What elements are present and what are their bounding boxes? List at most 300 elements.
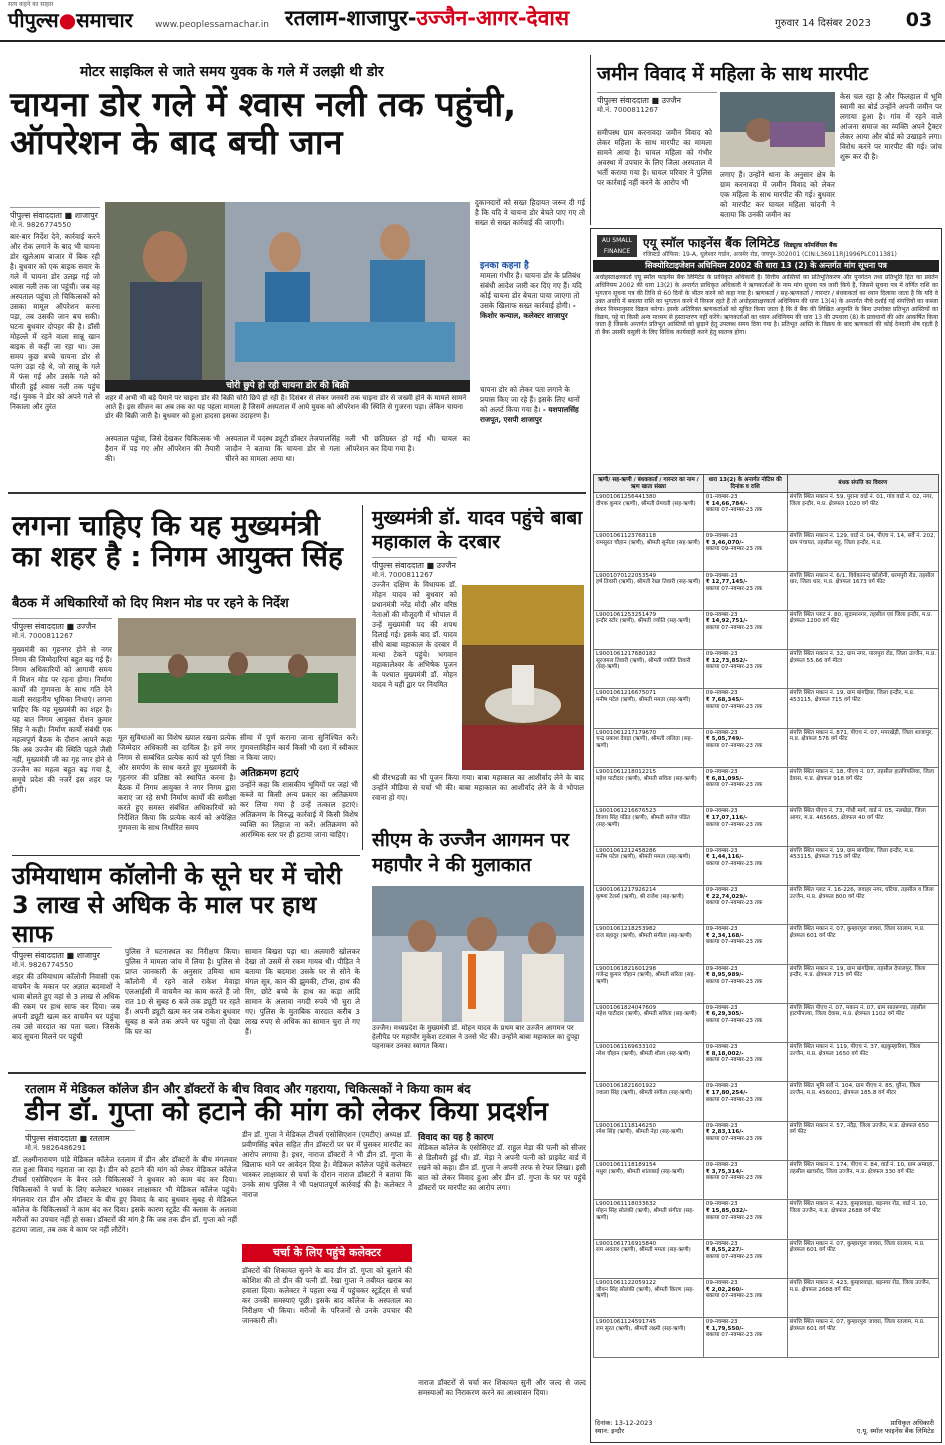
notice-date-value: 09-नवम्बर-23 bbox=[705, 1162, 738, 1169]
story3-byline bbox=[12, 618, 112, 641]
notice-cell-date bbox=[703, 571, 787, 610]
notice-row bbox=[594, 807, 939, 846]
story4-col2: श्री वीरभद्रजी का भी पूजन किया गया। बाबा महाकाल का आशीर्वाद लेने के बाद उन्होंने मीडिया से चर्चा भी की। बाबा महाकाल का आशीर्वाद लेने के वे भोपाल रवाना हो गए। bbox=[372, 773, 584, 802]
notice-date-value: 09-नवम्बर-23 bbox=[705, 886, 738, 893]
story1-phone: मो.नं. 9826774550 bbox=[10, 221, 72, 229]
notice-due: बकाया 07-नवम्बर-23 तक bbox=[705, 821, 763, 828]
website-url[interactable]: www.peoplessamachar.in bbox=[155, 20, 269, 30]
story7-byline bbox=[25, 1130, 135, 1153]
notice-account: L9001061821601922 bbox=[596, 1083, 657, 1090]
notice-due: बकाया 07-नवम्बर-23 तक bbox=[705, 1332, 763, 1339]
story7-kicker: रतलाम में मेडिकल कॉलेज डीन और डॉक्टरों के बीच विवाद और गहराया, चिकित्सकों ने किया काम बंद bbox=[25, 1082, 471, 1096]
story3-headline: लगना चाहिए कि यह मुख्यमंत्री का शहर है : निगम आयुक्त सिंह bbox=[12, 509, 343, 574]
notice-cell-borrower bbox=[594, 689, 704, 728]
story1-photo bbox=[105, 202, 470, 382]
notice-account: L9001061217680182 bbox=[596, 651, 657, 658]
notice-borrower-name: गजेन्द्र कुमार चौहान (ऋणी), श्रीमती सरिता (सह-ऋणी) bbox=[596, 972, 696, 985]
notice-borrower-name: मथुरा (ऋणी), श्रीमती शांताबाई (सह-ऋणी) bbox=[596, 1168, 685, 1175]
notice-table bbox=[593, 474, 939, 1358]
notice-cell-date bbox=[703, 728, 787, 767]
story1-quote2-by: - यशपालसिंह राजपूत, एसपी शाजापुर bbox=[480, 405, 579, 424]
story2-phone: मो.नं. 7000811267 bbox=[597, 106, 659, 114]
notice-footer bbox=[595, 1419, 938, 1435]
story2-byline bbox=[597, 92, 717, 115]
notice-sign-b: ए.यू. स्मॉल फाइनेंस बैंक लिमिटेड bbox=[856, 1427, 934, 1435]
notice-amount: ₹ 14,92,751/- bbox=[705, 618, 748, 625]
notice-borrower-name: मोहन सिंह सोलंकी (ऋणी), श्रीमती संगीता (सह-ऋणी) bbox=[596, 1207, 695, 1221]
notice-header-date: धारा 13(2) के अन्तर्गत नोटिस की दिनांक व राशि bbox=[703, 475, 787, 493]
notice-due: बकाया 07-नवम्बर-23 तक bbox=[705, 978, 763, 985]
notice-amount: ₹ 2,02,260/- bbox=[705, 1286, 744, 1293]
notice-account: L9001061124591745 bbox=[596, 1319, 657, 1326]
bank-notice bbox=[590, 228, 942, 1443]
story7-phone: मो.नं. 9826486291 bbox=[25, 1144, 87, 1152]
notice-account: L9001061716915840 bbox=[596, 1240, 657, 1247]
story5-photo bbox=[372, 886, 584, 1022]
story1-byline bbox=[10, 207, 100, 230]
notice-borrower-name: महेश पाटीदार (ऋणी), श्रीमती सविता (सह-ऋणी) bbox=[596, 1011, 697, 1018]
notice-date-value: 09-नवम्बर-23 bbox=[705, 572, 738, 579]
notice-cell-borrower bbox=[594, 728, 704, 767]
notice-row bbox=[594, 1161, 939, 1200]
notice-account: L9001061169633102 bbox=[596, 1044, 657, 1051]
notice-cell-date bbox=[703, 1043, 787, 1082]
notice-cell-date bbox=[703, 885, 787, 924]
bank-sub: शिड्यूल्ड कॉमर्शियल बैंक bbox=[783, 242, 838, 249]
notice-date-value: 01-नवम्बर-23 bbox=[705, 494, 738, 500]
notice-cell-borrower bbox=[594, 807, 704, 846]
notice-cell-borrower bbox=[594, 571, 704, 610]
notice-cell-borrower bbox=[594, 1318, 704, 1357]
notice-amount: ₹ 8,18,002/- bbox=[705, 1050, 744, 1057]
story3-photo-svg bbox=[118, 618, 356, 728]
notice-row bbox=[594, 885, 939, 924]
notice-cell-property: संपत्ति स्थित मकान नं. 57, नंदैड़, जिला उज्जैन, म.प्र. क्षेत्रफल 650 वर्ग फीट bbox=[787, 1121, 938, 1160]
notice-date-value: 09-नवम्बर-23 bbox=[705, 1240, 738, 1247]
notice-cell-borrower bbox=[594, 1278, 704, 1317]
notice-cell-property: संपत्ति स्थित मकान नं. 07, कुम्हारपुरा जावरा, जिला रतलाम, म.प्र. क्षेत्रफल 601 वर्ग फीट bbox=[787, 1239, 938, 1278]
story1-photo-caption: शहर में अभी भी बड़े पैमाने पर चाइना डोर की बिक्री चोरी छिपे हो रही है। दिसंबर से लेकर जनवरी तक चाइना डोर से जख्मी होने के मामले सामने आते हैं। इस सीजन का अब तक का यह पहला मामला है जिसमें अस्पताल में आये युवक को ऑपरेशन की स्थिति से गुजरना पड़ा। लेकिन चायना डोर की बिक्री जारी है। बुधवार को हुआ हादसा इसका उदाहरण है। bbox=[105, 394, 467, 420]
story7-col1: डॉ. लक्ष्मीनारायण पांडे मेडिकल कॉलेज रतलाम में डीन और डॉक्टरों के बीच मंगलवार रात हुआ विवाद गहराता जा रहा है। डीन को हटाने की मांग को लेकर मेडिकल कॉलेज टीचर्स एसोसिएशन के बैनर तले चिकित्सकों ने बुधवार को काम बंद कर दिया। चिकित्सकों ने चर्चा के लिए कलेक्टर भास्कर लाक्षाकार भी मेडिकल कॉलेज पहुंचे। मंगलवार रात डीन और डॉक्टर के बीच हुए विवाद के बाद बुधवार सुबह से मेडिकल कॉलेज के चिकित्सकों ने काम बंद कर दिया। इसके कारण स्टूडेंट की क्लास के अलावा मरीजों का उपचार नहीं हो सका। डॉक्टरों की मांग है कि जब तक डीन डॉ. गुप्ता को नहीं हटाया जाता, तब तक वे काम पर नहीं लौटेंगे। bbox=[12, 1155, 237, 1234]
notice-row bbox=[594, 493, 939, 532]
story6-col2: पुलिस ने घटनास्थल का निरीक्षण किया। पुलिस ने मामला जांच में लिया है। पुलिस से प्राप्त जानकारी के अनुसार उमिया धाम कॉलोनी में रहने वाले राकेश मेवाड़ा एलआईसी में वाचमैन का काम करते हैं जो रात 10 से सुबह 6 बजे तक ड्यूटी पर रहते हैं। अपनी ड्यूटी खत्म कर जब राकेश बुधवार सुबह 8 बजे तक अपने घर पहुंचा तो देखा कि घर का bbox=[125, 947, 240, 1036]
notice-row bbox=[594, 689, 939, 728]
newspaper-logo bbox=[8, 6, 133, 33]
story4-col1: उज्जैन दक्षिण के विधायक डॉ. मोहन यादव को बुधवार को प्रधानमंत्री नरेंद्र मोदी और वरिष्ठ नेताओं की मौजूदगी में भोपाल में उन्हें मुख्यमंत्री पद की शपथ दिलाई गई। इसके बाद डॉ. यादव सीधे बाबा महाकाल के दरबार में मत्था टेकने पहुंचे। भगवान महाकालेश्वर के अभिषेक पूजन के पश्चात मुख्यमंत्री डॉ. मोहन यादव ने यहीं द्वार पर नियमित bbox=[372, 580, 457, 689]
story3-col3: सीमा में पूर्ण कराना जाना सुनिश्चित करें। गुणवत्ताविहीन कार्य किसी भी दशा में स्वीकार न किया जाए। bbox=[240, 733, 358, 762]
story3-kicker: बैठक में अधिकारियों को दिए मिशन मोड पर रहने के निर्देश bbox=[12, 596, 289, 611]
story5-headline: सीएम के उज्जैन आगमन पर महापौर ने की मुलाकात bbox=[372, 829, 570, 876]
notice-account: L9001061218012215 bbox=[596, 769, 657, 776]
notice-date-value: 09-नवम्बर-23 bbox=[705, 1319, 738, 1326]
story6-col3: सामान बिखरा पड़ा था। अलमारी खोलकर देखा तो उसमें से रकम गायब थी। पीड़ित ने बताया कि बदमाश उसके घर से सोने के मंगल सूत्र, कान की झुमकी, टॉप्स, हाथ की रिंग, छोटे बच्चे के हाथ का कड़ा आदि सामान के अलावा नगदी रुपये भी चुरा ले गए। पुलिस के मुताबिक वारदात करीब 3 लाख रुपए से अधिक का सामान चुरा ले गए हैं। bbox=[245, 947, 360, 1036]
story3-phone: मो.नं. 7000811267 bbox=[12, 632, 74, 640]
notice-intro: अधोहस्ताक्षरकर्ता एयू स्मॉल फाइनेंस बैंक लिमिटेड के प्राधिकृत अधिकारी है। वित्तीय आस्तियों का प्रतिभूतिकरण और पुनर्गठन तथा प्रतिभूति हित का प्रवर्तन अधिनियम 2002 की धारा 13(2) के अन्तर्गत प्राधिकृत अधिकारी ने ऋणकर्ताओं के नाम मांग सूचना पत्र जारी किये हैं, जिसमें सूचना पत्र में वर्णित राशि का भुगतान सूचना पत्र की तिथि से 60 दिनों के भीतर करने को कहा गया है। ऋणकर्ता / सह-ऋणकर्ता / गारन्टर / बंधककर्ता का ध्यान दिलाया जाता है कि यदि वे उक्त अवधि में बकाया राशि का भुगतान करने में विफल रहते हैं तो अधोहस्ताक्षरकर्ता अधिनियम की धारा 13(4) के अन्तर्गत नीचे दर्शाई गई संपत्तियों का कब्जा लेकर नियमानुसार विक्रय करेगा। इसके अतिरिक्त ऋणकर्ताओं को सूचित किया जाता है कि वे बैंक की लिखित अनुमति के बिना उपरोक्त प्रतिभूत आस्तियों का विक्रय, पट्टे या किसी अन्य माध्यम से हस्तान्तरण नहीं करेंगे। ऋणकर्ताओं का ध्यान अधिनियम की धारा 13 की उपधारा (8) के प्रावधानों की ओर आकर्षित किया जाता है जिसके अन्तर्गत प्रतिभूत आस्तियों को छुड़ाने हेतु उपलब्ध समय दिया गया है। प्रतिभूत आस्ति के विक्रय के बाद ऋणकर्ता की कोई देनदारी शेष रहती है तो बैंक उसकी वसूली के लिए विधिक कार्यवाही करने हेतु स्वतन्त्र होगा। bbox=[595, 274, 938, 337]
notice-row bbox=[594, 1082, 939, 1121]
story1-col-e: दुकानदारों को सख्त हिदायत जरूर दी गई है कि यदि वे चायना डोर बेचते पाए गए तो सख्त से सख्त कार्रवाई की जाएगी। bbox=[475, 198, 585, 227]
notice-due: बकाया 07-नवम्बर-23 तक bbox=[705, 1293, 763, 1300]
notice-cell-property: संपत्ति स्थित मकान नं. 871, पीएच नं. 07, मगरखेड़ी, जिला शाजापुर, म.प्र. क्षेत्रफल 576 वर्ग फीट bbox=[787, 728, 938, 767]
notice-cell-date bbox=[703, 768, 787, 807]
notice-borrower-name: रमेश सिंह (ऋणी), श्रीमती नेहा (सह-ऋणी) bbox=[596, 1129, 684, 1136]
notice-account: L9001061217926214 bbox=[596, 886, 657, 893]
tagline: सत्य कहने का साहस bbox=[8, 1, 54, 8]
notice-amount: ₹ 15,85,032/- bbox=[705, 1207, 748, 1214]
column-divider bbox=[590, 55, 591, 225]
notice-cell-borrower bbox=[594, 532, 704, 571]
notice-account: L9001061212458286 bbox=[596, 847, 657, 854]
notice-cell-property: संपत्ति स्थित मकान नं. 07, कुम्हारपुरा जावरा, जिला रतलाम, म.प्र. क्षेत्रफल 601 वर्ग फीट bbox=[787, 925, 938, 964]
notice-amount: ₹ 6,81,095/- bbox=[705, 775, 744, 782]
notice-due: बकाया 07-नवम्बर-23 तक bbox=[705, 939, 763, 946]
publication-date: गुरुवार 14 दिसंबर 2023 bbox=[775, 18, 872, 29]
story1-quote1 bbox=[480, 271, 585, 381]
bank-name-text: एयू स्मॉल फाइनेंस बैंक लिमिटेड bbox=[643, 236, 780, 250]
notice-account: L9001061824047609 bbox=[596, 1004, 657, 1011]
notice-cell-borrower bbox=[594, 885, 704, 924]
notice-account: L9001061216675071 bbox=[596, 690, 657, 697]
story7-box-title: विवाद का यह है कारण bbox=[418, 1133, 494, 1143]
notice-row bbox=[594, 1003, 939, 1042]
notice-amount: ₹ 1,44,116/- bbox=[705, 854, 744, 861]
story2-photo bbox=[720, 92, 835, 167]
notice-cell-borrower bbox=[594, 1200, 704, 1239]
notice-cell-property: संपत्ति स्थित भूमि सर्वे नं. 104, ग्राम पीएच नं. 85, घुरैना, जिला उज्जैन, म.प्र. 456001, क्षेत्रफल 185.8 वर्ग मीटर bbox=[787, 1082, 938, 1121]
notice-borrower-name: इन्दौर स्टोर (ऋणी), श्रीमती ज्योति (सह-ऋणी) bbox=[596, 618, 691, 625]
notice-cell-date bbox=[703, 650, 787, 689]
notice-cell-date bbox=[703, 1121, 787, 1160]
notice-cell-property: संपत्ति स्थित मकान नं. 32, ग्राम नगर, पालपुरा रोड, जिला उज्जैन, म.प्र. क्षेत्रफल 55.66 वर्ग मीटर bbox=[787, 650, 938, 689]
notice-cell-property: संपत्ति स्थित मकान नं. 423, कुम्हारवाड़ा, बड़नगर रोड, जिला उज्जैन, म.प्र. क्षेत्रफल 2688 वर्ग फीट bbox=[787, 1278, 938, 1317]
notice-borrower-name: जीवन सिंह सोलंकी (ऋणी), श्रीमती किरण (सह-ऋणी) bbox=[596, 1286, 695, 1300]
notice-account: L9001061122059122 bbox=[596, 1279, 657, 1286]
notice-cell-property: संपत्ति स्थित मकान नं. 119, पीएच नं. 37, बड़कुम्हारिया, जिला उज्जैन, म.प्र. क्षेत्रफल 1650 वर्ग फीट bbox=[787, 1043, 938, 1082]
story5-caption: उज्जैन। मध्यप्रदेश के मुख्यमंत्री डॉ. मोहन यादव के प्रथम बार उज्जैन आगमन पर हेलीपैड पर महापौर मुकेश टटवाल ने उनसे भेंट की। उन्होंने बाबा महाकाल का दुपट्टा पहनाकर उनका स्वागत किया। bbox=[372, 1024, 580, 1050]
notice-date-value: 09-नवम्बर-23 bbox=[705, 690, 738, 697]
notice-cell-borrower bbox=[594, 650, 704, 689]
notice-amount: ₹ 2,34,168/- bbox=[705, 932, 744, 939]
notice-amount: ₹ 6,29,305/- bbox=[705, 1011, 744, 1018]
notice-row bbox=[594, 610, 939, 649]
story3-col1: मुख्यमंत्री का गृहनगर होने से नगर निगम की जिम्मेदारियां बहुत बढ़ गई हैं। निगम अधिकारियों को आगामी समय में मिशन मोड पर रहना होगा। निर्माण कार्यों की गुणवत्ता के साथ गति देने वाली सराहनीय भूमिका निभाएं। लगना चाहिए कि यह मुख्यमंत्री का शहर है। यह बात निगम आयुक्त रोशन कुमार सिंह ने कही। निर्माण कार्यों संबंधी एक महत्वपूर्ण बैठक के दौरान आपने कहा कि अब उज्जैन की स्थिति पहले जैसी नहीं, मुख्यमंत्री जी का गृह नगर होने से उज्जैन का महत्व बहुत बढ़ गया है, समूचे प्रदेश की नजरें इस शहर पर होंगी। bbox=[12, 645, 112, 794]
notice-row bbox=[594, 1121, 939, 1160]
notice-row bbox=[594, 1200, 939, 1239]
notice-cell-property: संपत्ति स्थित मकान नं. 59, पुराना वार्ड नं. 01, गांव वार्ड नं. 02, नगर, जिला इन्दौर, म.प्र. क्षेत्रफल 1020 वर्ग फीट bbox=[787, 493, 938, 532]
notice-borrower-name: नरेश चौहान (ऋणी), श्रीमती शीला (सह-ऋणी) bbox=[596, 1050, 691, 1057]
notice-account: L9001061821601298 bbox=[596, 965, 657, 972]
notice-account: L9001061118033632 bbox=[596, 1201, 657, 1208]
story7-byline-text: पीपुल्स संवाददाता ■ रतलाम bbox=[25, 1134, 110, 1143]
notice-date-value: 09-नवम्बर-23 bbox=[705, 808, 738, 815]
notice-cell-borrower bbox=[594, 964, 704, 1003]
notice-amount: ₹ 8,95,989/- bbox=[705, 972, 744, 979]
story1-quote1-text: मामला गंभीर है। चायना डोर के प्रतिबंध संबंधी आदेश जारी कर दिए गए हैं। यदि कोई चायना डोर बेचता पाया जाएगा तो उसके खिलाफ सख्त कार्रवाई होगी। bbox=[480, 271, 582, 310]
story3-col2: मूल सुविधाओं का विशेष ख्याल रखना प्रत्येक जिम्मेदार अधिकारी का दायित्व है। हमें नगर निगम से सम्बंधित प्रत्येक कार्य को पूर्ण निष्ठा और समर्पण के साथ करते हुए मुख्यमंत्री के गृहनगर की प्रतिष्ठा को स्थापित करना है। बैठक में निगम आयुक्त ने नगर निगम द्वारा कराए जा रहे सभी निर्माण कार्यों की समीक्षा करते हुए समस्त संबंधित अधिकारियों को निर्देशित किया कि प्रत्येक कार्य को अपेक्षित गुणवत्ता के साथ निर्धारित समय bbox=[118, 733, 236, 832]
notice-cell-property: संपत्ति स्थित मकान नं. 07, कुम्हारपुरा जावरा, जिला रतलाम, म.प्र. क्षेत्रफल 601 वर्ग फीट bbox=[787, 1318, 938, 1357]
notice-account: L9001061123768118 bbox=[596, 533, 657, 540]
notice-date-value: 09-नवम्बर-23 bbox=[705, 1044, 738, 1051]
story3-byline-text: पीपुल्स संवाददाता ■ उज्जैन bbox=[12, 622, 96, 631]
story2-byline-text: पीपुल्स संवाददाता ■ उज्जैन bbox=[597, 96, 681, 105]
notice-account: L9001061256441380 bbox=[596, 494, 657, 500]
story4-byline bbox=[372, 557, 457, 580]
bank-logo: AU SMALL FINANCE bbox=[597, 235, 637, 257]
notice-row bbox=[594, 1239, 939, 1278]
notice-cell-borrower bbox=[594, 846, 704, 885]
notice-amount: ₹ 12,73,852/- bbox=[705, 657, 748, 664]
notice-date-value: 09-नवम्बर-23 bbox=[705, 651, 738, 658]
notice-cell-date bbox=[703, 1082, 787, 1121]
story4-photo bbox=[462, 585, 584, 770]
notice-row bbox=[594, 768, 939, 807]
notice-amount: ₹ 3,75,314/- bbox=[705, 1168, 744, 1175]
story4-photo-svg bbox=[462, 585, 584, 770]
story5-photo-svg bbox=[372, 886, 584, 1022]
notice-due: बकाया 07-नवम्बर-23 तक bbox=[705, 900, 763, 907]
notice-cell-borrower bbox=[594, 1003, 704, 1042]
notice-cell-date bbox=[703, 807, 787, 846]
notice-row bbox=[594, 532, 939, 571]
notice-cell-date bbox=[703, 846, 787, 885]
notice-cell-borrower bbox=[594, 1161, 704, 1200]
bank-address: रजिस्टर्ड ऑफिस: 19-A, धुलेश्वर गार्डन, अजमेर रोड, जयपुर-302001 (CIN:L36911RJ1996PLC011381) bbox=[643, 251, 897, 258]
notice-cell-borrower bbox=[594, 1043, 704, 1082]
column-divider bbox=[362, 505, 363, 850]
notice-cell-date bbox=[703, 964, 787, 1003]
story6-phone: मो.नं. 9826774550 bbox=[12, 961, 74, 969]
notice-due: बकाया 07-नवम्बर-23 तक bbox=[705, 703, 763, 710]
story1-col-d: अस्पताल में पदस्थ ड्यूटी डॉक्टर तेजपालसिंह जादौन ने बताया कि चायना डोर से गला चीरने का मामला आया था। bbox=[225, 434, 340, 463]
notice-row bbox=[594, 728, 939, 767]
notice-cell-date bbox=[703, 493, 787, 532]
story1-box-title: इनका कहना है bbox=[480, 261, 529, 271]
notice-cell-property: संपत्ति स्थित मकान नं. 19, ग्राम बांगड़िया, जिला इन्दौर, म.प्र. 453115, क्षेत्रफल 715 वर्ग फीट bbox=[787, 689, 938, 728]
notice-amount: ₹ 1,79,550/- bbox=[705, 1325, 744, 1332]
logo-part-a: पीपुल्स bbox=[8, 8, 59, 32]
notice-due: बकाया 07-नवम्बर-23 तक bbox=[705, 1096, 763, 1103]
story6-byline bbox=[12, 947, 112, 970]
notice-account: L9001061118189154 bbox=[596, 1162, 657, 1169]
notice-amount: ₹ 8,55,227/- bbox=[705, 1247, 744, 1254]
notice-row bbox=[594, 925, 939, 964]
notice-account: L9001061218253982 bbox=[596, 926, 657, 933]
notice-borrower-name: ज्वाला सिंह (ऋणी), श्रीमती संगीता (सह-ऋणी) bbox=[596, 1090, 693, 1097]
notice-date-value: 09-नवम्बर-23 bbox=[705, 847, 738, 854]
notice-amount: ₹ 2,83,116/- bbox=[705, 1129, 744, 1136]
story3-subhead: अतिक्रमण हटाएं bbox=[240, 768, 299, 779]
notice-cell-borrower bbox=[594, 1121, 704, 1160]
masthead bbox=[0, 0, 945, 42]
notice-cell-property: संपत्ति स्थित मकान नं. 6/1, विवेकानन्द कॉलोनी, धरमपुरी रोड, तहसील धार, जिला धार, म.प्र. क्षेत्रफल 1673 वर्ग फीट bbox=[787, 571, 938, 610]
notice-due: बकाया 07-नवम्बर-23 तक bbox=[705, 1018, 763, 1025]
story4-byline-text: पीपुल्स संवाददाता ■ उज्जैन bbox=[372, 561, 456, 570]
notice-date-value: 09-नवम्बर-23 bbox=[705, 1083, 738, 1090]
story2-col1: समीपस्थ ग्राम करनावदा जमीन विवाद को लेकर महिला के साथ मारपीट का मामला सामने आया है। घायल महिला को गंभीर अवस्था में उपचार के लिए जिला अस्पताल में भर्ती कराया गया है। घायल परिवार ने पुलिस पर कार्रवाई नहीं करने के आरोप भी bbox=[597, 128, 712, 187]
notice-cell-property: संपत्ति स्थित पीएच नं. 73, गोधी मार्ग, वार्ड नं. 05, नलखेड़ा, जिला आगर, म.प्र. 465665, क्षेत्रफल 40 वर्ग फीट bbox=[787, 807, 938, 846]
notice-account: L9001070122053549 bbox=[596, 572, 657, 579]
notice-borrower-name: कृष्णा टेलर्स (ऋणी), श्री राजेश (सह-ऋणी) bbox=[596, 893, 684, 900]
notice-cell-borrower bbox=[594, 1239, 704, 1278]
notice-cell-property: संपत्ति स्थित पीएच नं. 07, मकान नं. 07, ग्राम सातरूण्डा, तहसील हाटपीपल्या, जिला देवास, म.प्र. क्षेत्रफल 1102 वर्ग फीट bbox=[787, 1003, 938, 1042]
notice-cell-borrower bbox=[594, 925, 704, 964]
notice-due: बकाया 07-नवम्बर-23 तक bbox=[705, 1214, 763, 1221]
notice-due: बकाया 07-नवम्बर-23 तक bbox=[705, 1057, 763, 1064]
notice-amount: ₹ 3,46,070/- bbox=[705, 539, 744, 546]
logo-part-b: समाचार bbox=[76, 8, 133, 32]
story7-headline: डीन डॉ. गुप्ता को हटाने की मांग को लेकर किया प्रदर्शन bbox=[25, 1097, 548, 1127]
notice-header-property: बंधक संपत्ति का विवरण bbox=[787, 475, 938, 493]
notice-due: बकाया 07-नवम्बर-23 तक bbox=[705, 860, 763, 867]
notice-account: L9001061217179670 bbox=[596, 729, 657, 736]
story7-col4: नाराज डॉक्टरों से चर्चा कर शिकायत सुनी और जल्द से जल्द समस्याओं का निराकरण करने का आश्वासन दिया। bbox=[418, 1378, 586, 1397]
notice-cell-date bbox=[703, 1239, 787, 1278]
notice-borrower-name: महेश पाटीदार (ऋणी), श्रीमती सविता (सह-ऋणी) bbox=[596, 775, 697, 782]
story3-col3b: उन्होंने कहा कि शासकीय भूमियों पर जहां भी कब्जे या किसी अन्य प्रकार का अतिक्रमण कर लिया गया है उन्हें तत्काल हटाएं। अतिक्रमण के विरुद्ध कार्रवाई में किसी विशेष व्यक्ति का लिहाज ना करें। अतिक्रमण को आरम्भिक स्तर पर ही हटाया जाना चाहिए। bbox=[240, 780, 358, 839]
story1-col-f: नली भी छतिग्रस्त हो गई थी। घायल का ऑपरेशन कर दिया गया है। bbox=[345, 434, 470, 453]
notice-row bbox=[594, 846, 939, 885]
notice-cell-date bbox=[703, 1318, 787, 1357]
notice-cell-date bbox=[703, 1161, 787, 1200]
edition-part-b: उज्जैन-आगर-देवास bbox=[416, 6, 570, 30]
notice-row bbox=[594, 1278, 939, 1317]
notice-amount: ₹ 5,05,749/- bbox=[705, 736, 744, 743]
notice-cell-property: संपत्ति स्थित मकान नं. 129, वार्ड नं. 04, पीएच नं. 14, सर्वे नं. 202, ग्राम पंचायत, तहसील महू, जिला इन्दौर, म.प्र. bbox=[787, 532, 938, 571]
story1-photo-svg bbox=[105, 202, 470, 382]
story4-headline: मुख्यमंत्री डॉ. यादव पहुंचे बाबा महाकाल के दरबार bbox=[372, 507, 583, 553]
notice-date-value: 09-नवम्बर-23 bbox=[705, 533, 738, 540]
notice-row bbox=[594, 1043, 939, 1082]
story1-col-c: अस्पताल पहुंचा, जिसे देखकर चिकित्सक भी हैरान में पड़ गए और ऑपरेशन की तैयारी की। bbox=[105, 434, 220, 463]
notice-date-value: 09-नवम्बर-23 bbox=[705, 1201, 738, 1208]
notice-place: स्थान: इन्दौर bbox=[595, 1427, 625, 1435]
section-divider bbox=[12, 855, 360, 856]
story7-col2b: डॉक्टरों की शिकायत सुनने के बाद डीन डॉ. गुप्ता को बुलाने की कोशिश की तो डीन की पत्नी डॉ. रेखा गुप्ता ने तबीयत खराब का हवाला दिया। कलेक्टर ने पहला रुख में पहुंचकर स्टूडेंट्स से चर्चा कर उनकी समस्याएं पूछी। इसके बाद कॉलेज के अस्पताल का निरीक्षण भी किया। मरीजों के परिजनों से उनके उपचार की जानकारी ली। bbox=[242, 1266, 412, 1325]
story2-headline: जमीन विवाद में महिला के साथ मारपीट bbox=[597, 63, 869, 85]
notice-cell-date bbox=[703, 925, 787, 964]
notice-sign-a: प्राधिकृत अधिकारी bbox=[890, 1419, 934, 1427]
story6-headline: उमियाधाम कॉलोनी के सूने घर में चोरी 3 लाख से अधिक के माल पर हाथ साफ bbox=[12, 862, 342, 948]
notice-date-value: 09-नवम्बर-23 bbox=[705, 1122, 738, 1129]
story7-col2: डीन डॉ. गुप्ता ने मेडिकल टीचर्स एसोसिएशन (एमटीए) अध्यक्ष डॉ. प्रवीणसिंह बघेल सहित तीन डॉक्टरों पर घर में घुसकर मारपीट का आरोप लगाया है। इधर, नाराज डॉक्टरों ने भी डीन डॉ. गुप्ता के खिलाफ थाने पर आवेदन दिया है। मेडिकल कॉलेज पहुंचे कलेक्टर भास्कर लाक्षाकार से चर्चा के दौरान नाराज डॉक्टरों ने बताया कि उनके साथ पुलिस ने भी पक्षपातपूर्ण कार्रवाई की है। कलेक्टर ने नाराज bbox=[242, 1130, 412, 1199]
story1-kicker: मोटर साइकिल से जाते समय युवक के गले में उलझी थी डोर bbox=[80, 64, 384, 80]
notice-borrower-name: मनीष पटेल (ऋणी), श्रीमती ममता (सह-ऋणी) bbox=[596, 697, 691, 704]
notice-cell-property: संपत्ति स्थित मकान नं. 423, कुम्हारवाड़ा, बड़नगर रोड, वार्ड नं. 10, जिला उज्जैन, म.प्र. क्षेत्रफल 2688 वर्ग फीट bbox=[787, 1200, 938, 1239]
notice-borrower-name: रामसुरत चौहान (ऋणी), श्रीमती सुनीता (सह-ऋणी) bbox=[596, 539, 700, 546]
notice-cell-property: संपत्ति स्थित मकान नं. 19, ग्राम बांगड़िया, जिला इन्दौर, म.प्र. 453115, क्षेत्रफल 715 वर्ग फीट bbox=[787, 846, 938, 885]
notice-borrower-name: राज बहादुर (ऋणी), श्रीमती संगीता (सह-ऋणी) bbox=[596, 932, 692, 939]
notice-cell-borrower bbox=[594, 768, 704, 807]
story3-photo bbox=[118, 618, 356, 728]
notice-cell-date bbox=[703, 610, 787, 649]
notice-amount: ₹ 22,74,029/- bbox=[705, 893, 748, 900]
notice-row bbox=[594, 964, 939, 1003]
story1-photo-caption-title: चोरी छुपे हो रही चायना डोर की बिक्री bbox=[105, 380, 470, 392]
notice-signature bbox=[857, 1419, 934, 1435]
notice-due: बकाया 07-नवम्बर-23 तक bbox=[705, 1135, 763, 1142]
notice-date-value: 09-नवम्बर-23 bbox=[705, 926, 738, 933]
story4-phone: मो.नं. 7000811267 bbox=[372, 571, 434, 579]
notice-cell-borrower bbox=[594, 610, 704, 649]
notice-borrower-name: दीपक कुमार (ऋणी), श्रीमती प्रेमवती (सह-ऋणी) bbox=[596, 500, 696, 507]
story2-photo-svg bbox=[720, 92, 835, 167]
notice-cell-date bbox=[703, 1278, 787, 1317]
story2-col3: केस चल रहा है और फिलहाल में भूमि स्वामी का बोर्ड उन्होंने अपनी जमीन पर लगाया हुआ है। गांव में रहने वाले आंजना समाज का व्यक्ति अपने ट्रैक्टर लेकर आया और बोर्ड को उखाड़ने लगा। विरोध करने पर मारपीट की गई। जांच शुरू कर दी है। bbox=[840, 92, 942, 161]
story6-byline-text: पीपुल्स संवाददाता ■ शाजापुर bbox=[12, 951, 100, 960]
notice-cell-date bbox=[703, 689, 787, 728]
notice-borrower-name: विजय सिंह पंडित (ऋणी), श्रीमती सरोज पंडित (सह-ऋणी) bbox=[596, 814, 690, 828]
notice-row bbox=[594, 650, 939, 689]
notice-header-borrower: ऋणी/ सह-ऋणी / बंधककर्ता / गारन्टर का नाम / ऋण खाता संख्या bbox=[594, 475, 704, 493]
notice-amount: ₹ 17,07,116/- bbox=[705, 814, 748, 821]
story1-quote1-by: - किशोर कन्याल, कलेक्टर शाजापुर bbox=[480, 301, 576, 320]
notice-due: बकाया 09-नवम्बर-23 तक bbox=[705, 546, 763, 553]
notice-amount: ₹ 14,66,784/- bbox=[705, 500, 748, 507]
notice-cell-date bbox=[703, 1200, 787, 1239]
section-divider bbox=[8, 1072, 586, 1074]
notice-amount: ₹ 7,68,345/- bbox=[705, 697, 744, 704]
story2-col2: लगाए हैं। उन्होंने थाना के अनुसार क्षेत्र के ग्राम करनावदा में जमीन विवाद को लेकर एक महिला के साथ मारपीट की गई। बुधवार को मारपीट कर घायल महिला चांदनी ने बताया कि उनकी जमीन का bbox=[720, 170, 835, 219]
notice-cell-borrower bbox=[594, 493, 704, 532]
notice-date-value: 09-नवम्बर-23 bbox=[705, 965, 738, 972]
notice-due: बकाया 07-नवम्बर-23 तक bbox=[705, 664, 763, 671]
notice-row bbox=[594, 571, 939, 610]
notice-account: L9001061253251479 bbox=[596, 611, 657, 618]
notice-date: दिनांक: 13-12-2023 bbox=[595, 1419, 653, 1427]
bank-name bbox=[643, 234, 837, 251]
notice-date-value: 09-नवम्बर-23 bbox=[705, 1004, 738, 1011]
notice-cell-date bbox=[703, 1003, 787, 1042]
notice-cell-property: संपत्ति स्थित मकान नं. 174, पीएच नं. 84, वार्ड नं. 10, ग्राम अम्बाहा, तहसील खाचरोद, जिला उज्जैन, म.प्र. क्षेत्रफल 330 वर्ग फीट bbox=[787, 1161, 938, 1200]
notice-date-value: 09-नवम्बर-23 bbox=[705, 611, 738, 618]
story7-subhead: चर्चा के लिए पहुंचे कलेक्टर bbox=[242, 1244, 412, 1262]
notice-due: बकाया 07-नवम्बर-23 तक bbox=[705, 782, 763, 789]
story6-col1: शहर की उमियाधाम कॉलोनी निवासी एक वाचमैन के मकान पर अज्ञात बदमाशों ने धावा बोलते हुए वहां से 3 लाख से अधिक की रकम पर हाथ साफ कर दिया। जब अपनी ड्यूटी खत्म कर वाचमैन घर पहुंचा तब उसे वारदात का पता चला। जिसके बाद सूचना मिलने पर पहुंची bbox=[12, 972, 120, 1041]
story1-byline-text: पीपुल्स संवाददाता ■ शाजापुर bbox=[10, 211, 98, 220]
notice-account: L9001061118146250 bbox=[596, 1122, 657, 1129]
notice-borrower-name: हर्ष तिवारी (ऋणी), श्रीमती रेखा तिवारी (सह-ऋणी) bbox=[596, 579, 701, 586]
notice-borrower-name: राम सुरत (ऋणी), श्रीमती लक्ष्मी (सह-ऋणी) bbox=[596, 1325, 686, 1332]
notice-cell-property: संपत्ति स्थित मकान नं. 19, ग्राम बांगड़िया, तहसील देपालपुर, जिला इन्दौर, म.प्र. क्षेत्रफल 715 वर्ग फीट bbox=[787, 964, 938, 1003]
notice-title: सिक्योरिटाइजेशन अधिनियम 2002 की धारा 13 (2) के अन्तर्गत मांग सूचना पत्र bbox=[593, 260, 939, 272]
story1-col1: बार-बार निर्देश देने, कार्रवाई करने और रोक लगाने के बाद भी चायना डोर खुलेआम बाजार में बिक रही है। बुधवार को एक बाइक सवार के गले में चायना डोर उलझ गई जो श्वास नली तक जा पहुंची। जब वह अस्पताल पहुंचा तो चिकित्सकों को उसका मामूल ऑपरेशन करना पड़ा, तब उसकी जान बच सकी। घटना बुधवार दोपहर की है। डॉसी मोहल्ले में रहने वाला सान्नू खान बाइक से कहीं जा रहा था। उस समय कुछ बच्चे चायना डोर से पतंग उड़ा रहे थे, जो सान्नू के गले में फंस गई और उसके गले को चीरती हुई श्वास नली तक पहुंच गई। युवक ने डोर को अपने गले से निकाला और तुरंत bbox=[10, 232, 100, 411]
notice-due: बकाया 07-नवम्बर-23 तक bbox=[705, 742, 763, 749]
notice-cell-property: संपत्ति स्थित मकान नं. 18, पीएच नं. 07, तहसील हातपिपलिया, जिला देवास, म.प्र. क्षेत्रफल 918 वर्ग फीट bbox=[787, 768, 938, 807]
notice-cell-date bbox=[703, 532, 787, 571]
logo-dot-icon: ● bbox=[58, 8, 77, 32]
story1-quote2 bbox=[480, 385, 585, 485]
notice-cell-property: संपत्ति स्थित प्लाट नं. 80, सुदामानगर, तहसील एवं जिला इन्दौर, म.प्र. क्षेत्रफल 1200 वर्ग फीट bbox=[787, 610, 938, 649]
page-number: 03 bbox=[905, 9, 933, 31]
notice-due: बकाया 07-नवम्बर-23 तक bbox=[705, 625, 763, 632]
edition-part-a: रतलाम-शाजापुर- bbox=[285, 6, 417, 30]
notice-amount: ₹ 12,77,145/- bbox=[705, 579, 748, 586]
notice-amount: ₹ 17,80,254/- bbox=[705, 1090, 748, 1097]
notice-borrower-name: चन्द्र प्रकाश देवड़ा (ऋणी), श्रीमती ललिता (सह-ऋणी) bbox=[596, 736, 693, 749]
story1-headline: चायना डोर गले में श्वास नली तक पहुंची, ऑपरेशन के बाद बची जान bbox=[10, 85, 517, 164]
notice-rows bbox=[594, 493, 939, 1358]
notice-due: बकाया 07-नवम्बर-23 तक bbox=[705, 1175, 763, 1182]
notice-row bbox=[594, 1318, 939, 1357]
notice-due: बकाया 07-नवम्बर-23 तक bbox=[705, 507, 763, 514]
notice-account: L9001061216676523 bbox=[596, 808, 657, 815]
notice-due: बकाया 07-नवम्बर-23 तक bbox=[705, 585, 763, 592]
notice-borrower-name: मनीष पटेल (ऋणी), श्रीमती ममता (सह-ऋणी) bbox=[596, 854, 691, 861]
story7-box: मेडिकल कॉलेज के एसोसिएट डॉ. राहुल मेड़ा की पत्नी को सीजर से डिलीवरी हुई थी। डॉ. मेड़ा ने अपनी पत्नी को प्राइवेट वार्ड में रखने को कहा। डीन डॉ. गुप्ता ने अपनी तरफ से रेफर लिखा। इसी बात को लेकर विवाद हुआ और डीन डॉ. गुप्ता के घर पर पहुंचे डॉक्टरों पर मारपीट का आरोप लगा। bbox=[418, 1143, 586, 1192]
notice-cell-borrower bbox=[594, 1082, 704, 1121]
notice-due: बकाया 07-नवम्बर-23 तक bbox=[705, 1253, 763, 1260]
edition-title bbox=[285, 4, 569, 32]
notice-date-value: 09-नवम्बर-23 bbox=[705, 729, 738, 736]
